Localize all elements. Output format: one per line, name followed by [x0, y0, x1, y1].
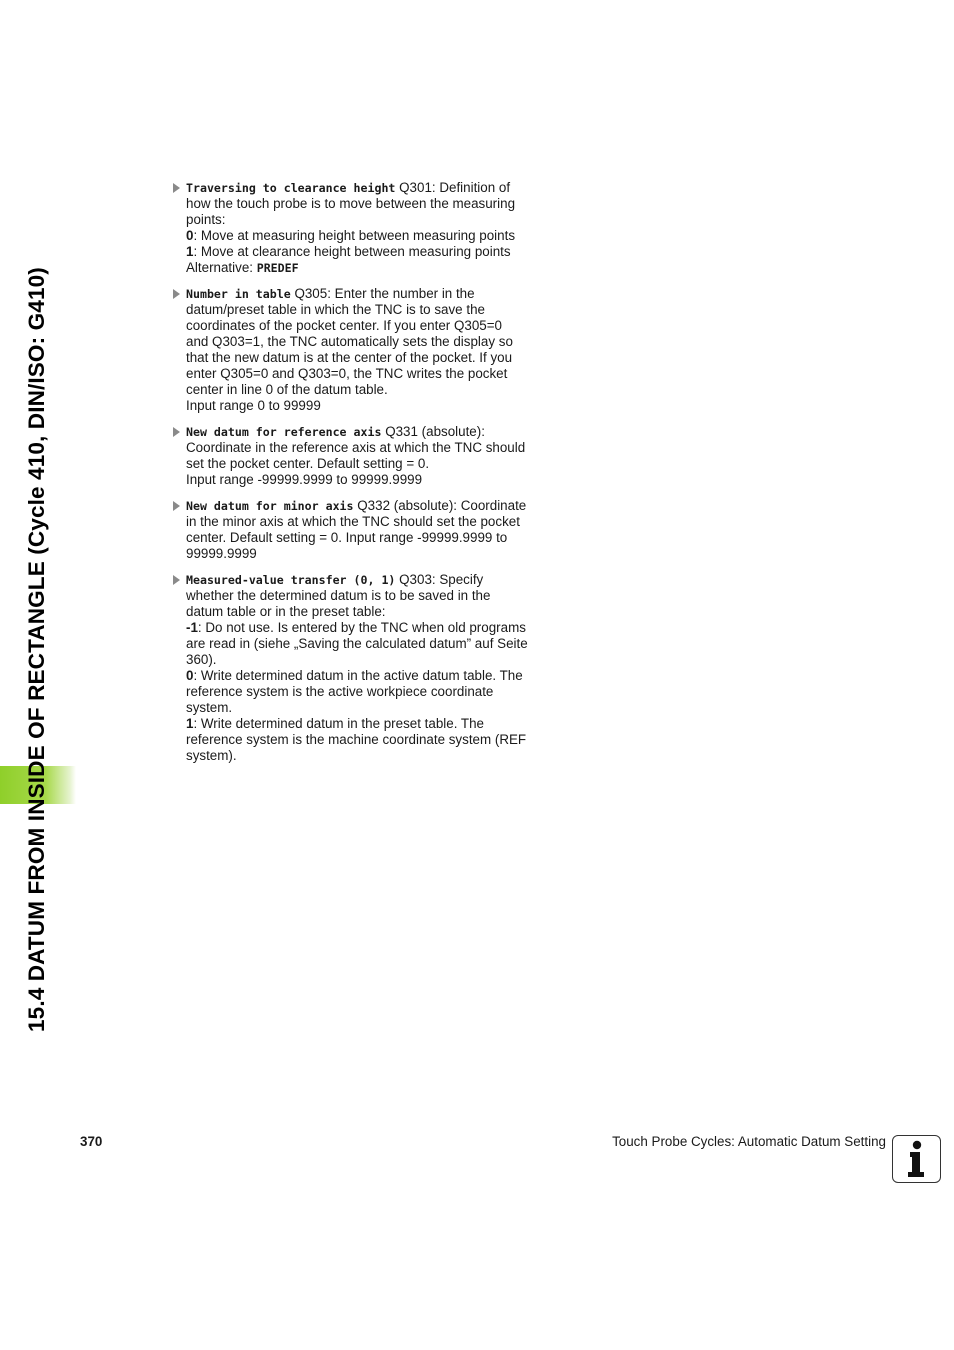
parameter-name: Measured-value transfer (0, 1): [186, 573, 396, 587]
parameter-name: Number in table: [186, 287, 291, 301]
description-text: Input range -99999.9999 to 99999.9999: [186, 472, 423, 487]
description-text: : Move at clearance height between measuring points: [193, 244, 511, 259]
parameter-text-line: [186, 668, 528, 716]
description-text: : Write determined datum in the preset table. The reference system is the machine coordinate system (REF system).: [186, 716, 527, 763]
parameter-text-line: [186, 716, 528, 764]
parameter-text-line: [186, 228, 528, 244]
side-chapter-title: 15.4 DATUM FROM INSIDE OF RECTANGLE (Cycle 410, DIN/ISO: G410): [24, 267, 49, 1032]
option-value: 1: [186, 244, 194, 259]
description-text: : Do not use. Is entered by the TNC when old programs are read in (siehe „Saving the calculated datum” auf Seite 360).: [186, 620, 528, 667]
triangle-bullet-icon: [173, 427, 180, 437]
parameter-name: Traversing to clearance height: [186, 181, 396, 195]
parameter-text-line: [186, 286, 528, 398]
option-value: -1: [186, 620, 198, 635]
parameter-item: [172, 286, 528, 414]
description-text: Q332 (absolute): Coordinate in the minor axis at which the TNC should set the pocket center. Default setting = 0. Input range -99999.9999 to 99999.9999: [186, 498, 527, 561]
parameter-item: [172, 498, 528, 562]
description-text: Q303: Specify whether the determined datum is to be saved in the datum table or in the preset table:: [186, 572, 491, 619]
triangle-bullet-icon: [173, 183, 180, 193]
parameter-text-line: [186, 620, 528, 668]
option-value: 0: [186, 668, 194, 683]
description-text: Alternative:: [186, 260, 257, 275]
option-value: 1: [186, 716, 194, 731]
parameter-text-line: [186, 180, 528, 228]
parameter-text-line: [186, 472, 528, 488]
triangle-bullet-icon: [173, 575, 180, 585]
parameter-item: [172, 180, 528, 276]
parameter-item: [172, 424, 528, 488]
description-text: Input range 0 to 99999: [186, 398, 321, 413]
parameter-text-line: [186, 424, 528, 472]
parameter-item: [172, 572, 528, 764]
parameter-name: New datum for minor axis: [186, 499, 354, 513]
keyword: PREDEF: [256, 261, 299, 275]
parameter-text-line: [186, 398, 528, 414]
description-text: : Move at measuring height between measuring points: [193, 228, 516, 243]
page-number: 370: [80, 1134, 103, 1149]
description-text: Q301: Definition of how the touch probe is to move between the measuring points:: [186, 180, 516, 227]
parameter-text-line: [186, 572, 528, 620]
parameter-text-line: [186, 260, 528, 276]
triangle-bullet-icon: [173, 289, 180, 299]
triangle-bullet-icon: [173, 501, 180, 511]
parameter-list: [172, 180, 528, 774]
description-text: Q305: Enter the number in the datum/preset table in which the TNC is to save the coordinates of the pocket center. If you enter Q305=0 and Q303=1, the TNC automatically sets the display so that the new datum is at the center of the pocket. If you enter Q305=0 and Q303=0, the TNC writes the pocket center in line 0 of the datum table.: [186, 286, 513, 397]
option-value: 0: [186, 228, 194, 243]
description-text: : Write determined datum in the active datum table. The reference system is the active workpiece coordinate system.: [186, 668, 523, 715]
parameter-text-line: [186, 498, 528, 562]
info-icon: [892, 1135, 941, 1183]
footer-chapter-title: Touch Probe Cycles: Automatic Datum Setting: [612, 1134, 886, 1149]
parameter-text-line: [186, 244, 528, 260]
description-text: Q331 (absolute): Coordinate in the reference axis at which the TNC should set the pocket center. Default setting = 0.: [186, 424, 526, 471]
parameter-name: New datum for reference axis: [186, 425, 382, 439]
